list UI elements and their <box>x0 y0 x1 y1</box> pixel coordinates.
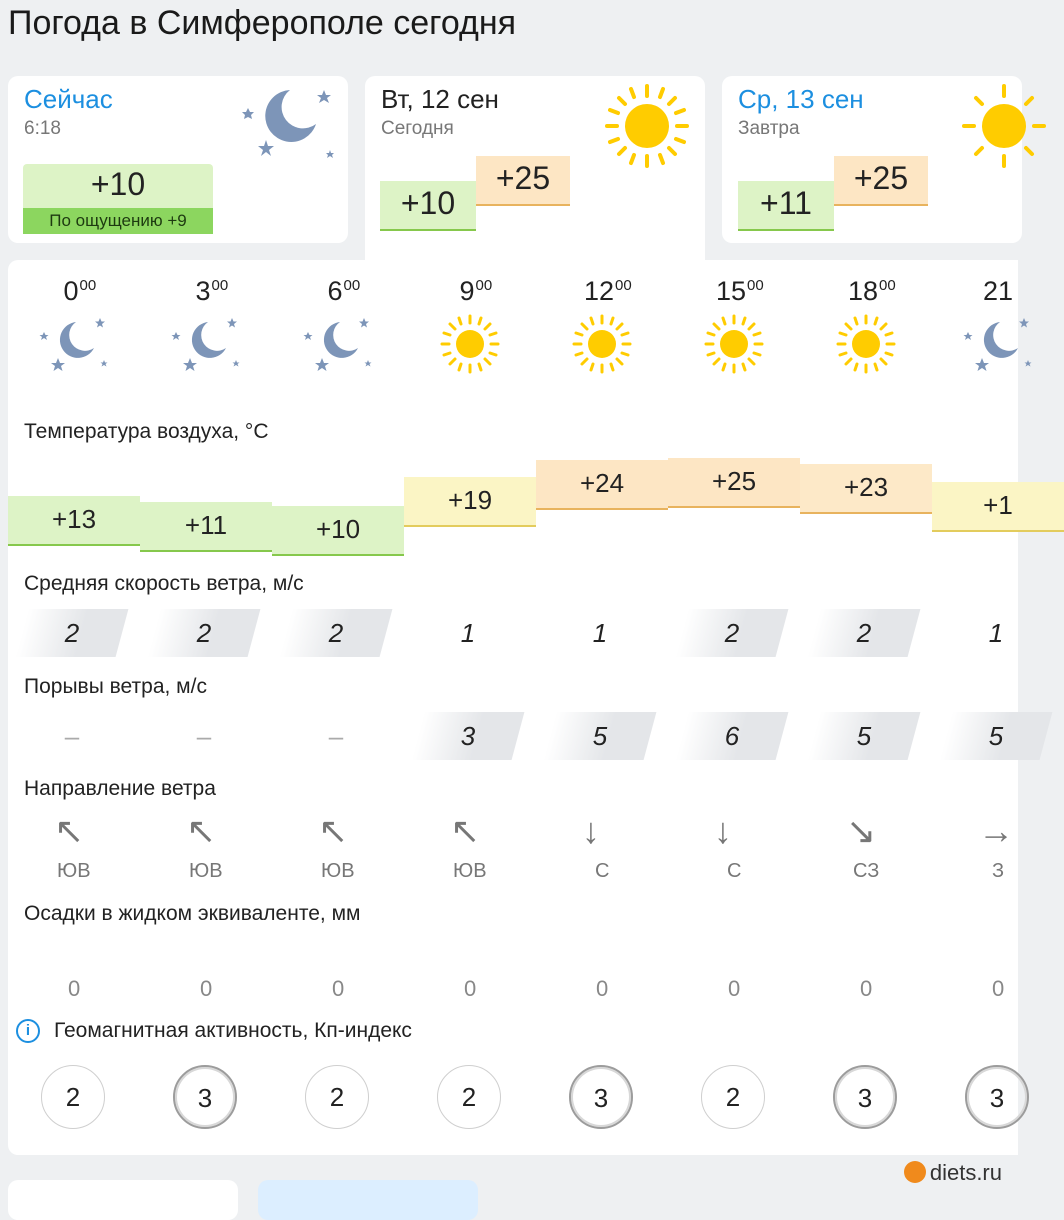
wind-speed-cell <box>22 609 122 657</box>
hour-label <box>716 276 764 307</box>
page-title: Погода в Симферополе сегодня <box>8 4 517 42</box>
day-low-temp: +10 <box>380 181 476 231</box>
wind-speed-cell <box>286 609 386 657</box>
hour-label <box>584 276 632 307</box>
temperature-bar: +25 <box>668 458 800 508</box>
gust-cell <box>286 712 386 760</box>
now-card[interactable] <box>8 76 348 243</box>
hour-value: 9 <box>459 276 475 306</box>
wind-speed-cell <box>946 609 1046 657</box>
gust-value: – <box>196 721 212 751</box>
kp-index-circle: 3 <box>833 1065 897 1129</box>
kp-index-circle: 2 <box>305 1065 369 1129</box>
minute-value: 00 <box>615 277 632 294</box>
gust-value: 5 <box>592 721 608 751</box>
sun-icon <box>572 314 632 379</box>
day-high-temp: +25 <box>476 156 570 206</box>
minute-value: 00 <box>475 277 493 294</box>
day-card-title: Вт, 12 сен <box>381 84 499 114</box>
gust-cell <box>418 712 518 760</box>
now-temperature: +10 <box>90 166 146 202</box>
wind-speed-label: Средняя скорость ветра, м/с <box>24 572 304 595</box>
wind-direction-label: СЗ <box>853 860 880 882</box>
kp-index-circle: 3 <box>965 1065 1029 1129</box>
hour-label <box>328 276 361 307</box>
bottom-tab-button-active[interactable] <box>258 1180 478 1220</box>
precipitation-value: 0 <box>992 976 1005 1001</box>
watermark <box>904 1160 1002 1186</box>
wind-direction-arrow-icon: ↓ <box>714 810 732 851</box>
day-high-temp: +25 <box>834 156 928 206</box>
wind-speed-cell <box>814 609 914 657</box>
wind-direction-label: ЮВ <box>57 860 91 882</box>
minute-value: 00 <box>343 277 361 294</box>
hour-value: 6 <box>327 276 343 306</box>
wind-speed-value: 1 <box>592 618 608 648</box>
precipitation-value: 0 <box>596 976 609 1001</box>
wind-speed-cell <box>550 609 650 657</box>
night-moon-stars-icon <box>302 312 374 381</box>
wind-direction-arrow-icon: ↖ <box>318 810 349 851</box>
day-card-today[interactable] <box>365 76 705 266</box>
night-moon-stars-icon <box>38 312 110 381</box>
sun-icon <box>962 84 1046 173</box>
day-card-subtitle: Завтра <box>738 118 800 139</box>
kp-index-circle: 3 <box>569 1065 633 1129</box>
wind-speed-cell <box>418 609 518 657</box>
wind-direction-arrow-icon: ↖ <box>54 810 85 851</box>
night-moon-stars-icon <box>170 312 242 381</box>
precipitation-label: Осадки в жидком эквиваленте, мм <box>24 902 361 925</box>
wind-direction-arrow-icon: ↓ <box>582 810 600 851</box>
now-title: Сейчас <box>24 84 113 114</box>
gust-cell <box>682 712 782 760</box>
wind-speed-value: 1 <box>460 618 476 648</box>
gust-value: 6 <box>724 721 740 751</box>
now-temperature-box <box>23 164 213 234</box>
apple-logo-icon <box>904 1161 926 1183</box>
precipitation-value: 0 <box>464 976 477 1001</box>
wind-speed-cell <box>154 609 254 657</box>
wind-direction-arrow-icon: ↘ <box>846 810 877 851</box>
wind-direction-arrow-icon: ↖ <box>186 810 217 851</box>
hour-value: 3 <box>195 276 211 306</box>
wind-direction-label: ЮВ <box>453 860 487 882</box>
precipitation-value: 0 <box>68 976 81 1001</box>
kp-index-circle: 2 <box>41 1065 105 1129</box>
wind-speed-value: 2 <box>196 618 212 648</box>
sun-icon <box>440 314 500 379</box>
wind-direction-label: ЮВ <box>321 860 355 882</box>
sun-icon <box>704 314 764 379</box>
sun-icon <box>836 314 896 379</box>
minute-value: 00 <box>79 277 97 294</box>
hourly-panel <box>8 260 1018 1155</box>
gust-value: – <box>64 721 80 751</box>
hour-value: 12 <box>584 276 615 306</box>
day-low-temp: +11 <box>738 181 834 231</box>
wind-speed-value: 2 <box>856 618 872 648</box>
kp-index-circle: 2 <box>701 1065 765 1129</box>
precipitation-value: 0 <box>728 976 741 1001</box>
wind-direction-label: С <box>727 860 742 882</box>
wind-speed-value: 2 <box>64 618 80 648</box>
precipitation-value: 0 <box>332 976 345 1001</box>
wind-direction-arrow-icon: → <box>978 810 1014 851</box>
night-moon-stars-icon <box>238 84 338 169</box>
kp-index-circle: 3 <box>173 1065 237 1129</box>
hour-value: 15 <box>716 276 747 306</box>
wind-speed-value: 2 <box>328 618 344 648</box>
hour-label <box>848 276 896 307</box>
hour-label <box>64 276 97 307</box>
hour-value: 18 <box>848 276 879 306</box>
day-card-subtitle: Сегодня <box>381 118 454 139</box>
gust-cell <box>814 712 914 760</box>
wind-speed-cell <box>682 609 782 657</box>
minute-value: 00 <box>879 277 896 294</box>
wind-direction-label: ЮВ <box>189 860 223 882</box>
sun-icon <box>605 84 689 173</box>
temperature-bar: +11 <box>140 502 272 552</box>
watermark-text: diets.ru <box>929 1160 1002 1185</box>
gust-value: – <box>328 721 344 751</box>
kp-index-circle: 2 <box>437 1065 501 1129</box>
precipitation-value: 0 <box>860 976 873 1001</box>
hour-value: 21 <box>983 276 1014 306</box>
wind-direction-label: З <box>992 860 1005 882</box>
temperature-bar: +23 <box>800 464 932 514</box>
night-moon-stars-icon <box>962 312 1034 381</box>
gusts-label: Порывы ветра, м/с <box>24 675 207 698</box>
wind-direction-label: С <box>595 860 610 882</box>
hour-label <box>460 276 493 307</box>
wind-direction-label: Направление ветра <box>24 777 216 800</box>
gust-cell <box>22 712 122 760</box>
temperature-bar: +24 <box>536 460 668 510</box>
temperature-label: Температура воздуха, °C <box>24 420 269 443</box>
gust-cell <box>946 712 1046 760</box>
gust-value: 5 <box>988 721 1004 751</box>
minute-value: 00 <box>747 277 764 294</box>
wind-direction-arrow-icon: ↖ <box>450 810 481 851</box>
info-icon[interactable]: i <box>16 1019 40 1043</box>
temperature-bar: +19 <box>404 477 536 527</box>
bottom-tab-button[interactable] <box>8 1180 238 1220</box>
gust-cell <box>550 712 650 760</box>
hour-label <box>196 276 229 307</box>
gust-value: 5 <box>856 721 872 751</box>
now-feels-like: По ощущению +9 <box>23 208 213 234</box>
precipitation-value: 0 <box>200 976 213 1001</box>
now-time: 6:18 <box>24 118 61 139</box>
hour-value: 0 <box>63 276 79 306</box>
temperature-bar: +1 <box>932 482 1064 532</box>
wind-speed-value: 2 <box>724 618 740 648</box>
gust-cell <box>154 712 254 760</box>
gust-value: 3 <box>460 721 476 751</box>
geomagnetic-label: Геомагнитная активность, Кп-индекс <box>54 1019 412 1042</box>
temperature-bar: +13 <box>8 496 140 546</box>
minute-value: 00 <box>211 277 229 294</box>
wind-speed-value: 1 <box>988 618 1004 648</box>
day-card-title: Ср, 13 сен <box>738 84 864 114</box>
temperature-bar: +10 <box>272 506 404 556</box>
hour-label <box>983 276 1013 307</box>
day-card-tomorrow[interactable] <box>722 76 1022 243</box>
